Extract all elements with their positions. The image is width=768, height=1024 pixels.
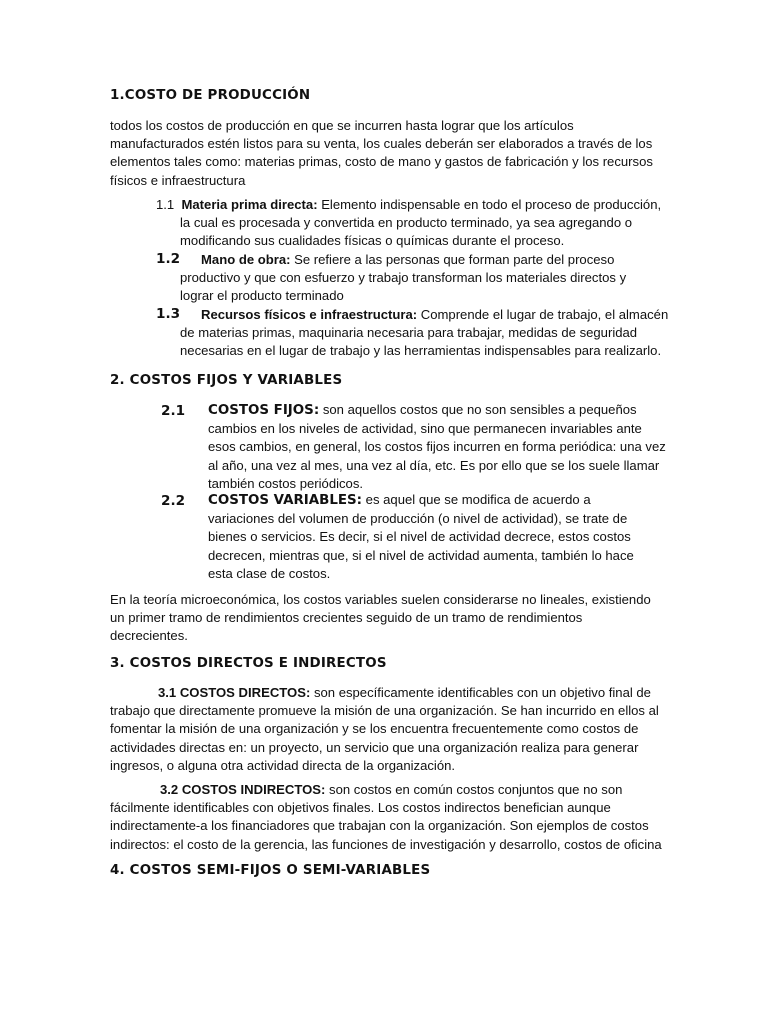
- item-text: Comprende el lugar de trabajo, el almacén: [417, 307, 669, 322]
- paragraph-line: indirectos: el costo de la gerencia, las funciones de investigación y desarrollo, costos de oficina: [110, 836, 662, 852]
- paragraph-line: decrecientes.: [110, 628, 188, 644]
- item-1-3-body: [180, 324, 661, 360]
- paragraph-line: ingresos, o alguna otra actividad directa de la organización.: [110, 757, 456, 773]
- item-text: Elemento indispensable en todo el proceso de producción,: [317, 197, 662, 212]
- section-2-paragraph: [110, 591, 651, 646]
- item-text: Se refiere a las personas que forman parte del proceso: [290, 252, 615, 267]
- item-text: son aquellos costos que no son sensibles a pequeños: [319, 402, 637, 417]
- item-label: Mano de obra:: [201, 252, 291, 267]
- item-line: variaciones del volumen de producción (o nivel de actividad), se trate de: [208, 511, 628, 527]
- item-2-1: [208, 401, 666, 493]
- paragraph-line: indirectamente-a los financiadores que trabajan con la organización. Son ejemplos de costos: [110, 818, 649, 834]
- item-line: modificando sus cualidades físicas o químicas durante el proceso.: [180, 233, 565, 249]
- section-1-heading: 1.COSTO DE PRODUCCIÓN: [110, 88, 311, 103]
- item-line: lograr el producto terminado: [180, 288, 344, 304]
- subsection-label: 3.1 COSTOS DIRECTOS:: [158, 685, 311, 700]
- item-label: COSTOS FIJOS:: [208, 403, 320, 418]
- item-1-1-body: [180, 214, 632, 250]
- paragraph-text: son costos en común costos conjuntos que no son: [325, 782, 623, 797]
- section-3-paragraph-2: [110, 781, 662, 854]
- item-2-2: [208, 491, 634, 583]
- item-line: bienes o servicios. Es decir, si el nivel de actividad decrece, estos costos: [208, 529, 631, 545]
- item-label: Recursos físicos e infraestructura:: [201, 307, 418, 322]
- item-1-3: [201, 306, 668, 324]
- paragraph-line: actividades directas en: un proyecto, un servicio que una organización realiza para generar: [110, 739, 639, 755]
- item-line: esta clase de costos.: [208, 565, 331, 581]
- paragraph-text: son específicamente identificables con un objetivo final de: [310, 685, 651, 700]
- section-3-paragraph-1: [110, 684, 659, 775]
- item-line: al año, una vez al mes, una vez al día, etc. Es por ello que se los suele llamar: [208, 457, 660, 473]
- item-number: 1.1: [156, 197, 175, 212]
- subsection-label: 3.2 COSTOS INDIRECTOS:: [160, 782, 326, 797]
- item-number: 2.2: [161, 493, 186, 509]
- item-number: 2.1: [161, 403, 186, 419]
- paragraph-line: fomentar la misión de una organización y se los encuentra frecuentemente como costos de: [110, 721, 639, 737]
- section-2-heading: 2. COSTOS FIJOS Y VARIABLES: [110, 373, 343, 388]
- item-line: productivo y que con esfuerzo y trabajo transforman los materiales directos y: [180, 270, 627, 285]
- intro-line: elementos tales como: materias primas, costo de mano y gastos de fabricación y los recursos: [110, 154, 653, 170]
- paragraph-line: trabajo que directamente promueve la misión de una organización. Se han incurrido en ellos al: [110, 703, 659, 719]
- section-4-heading: 4. COSTOS SEMI-FIJOS O SEMI-VARIABLES: [110, 863, 431, 878]
- item-label: Materia prima directa:: [181, 197, 318, 212]
- intro-line: físicos e infraestructura: [110, 172, 246, 188]
- intro-line: todos los costos de producción en que se incurren hasta lograr que los artículos: [110, 118, 574, 133]
- item-number: 1.3: [156, 306, 181, 322]
- item-line: de materias primas, maquinaria necesaria para trabajar, medidas de seguridad: [180, 325, 638, 340]
- paragraph-line: un primer tramo de rendimientos crecientes seguido de un tramo de rendimientos: [110, 610, 583, 626]
- item-line: la cual es procesada y convertida en producto terminado, ya sea agregando o: [180, 215, 633, 230]
- item-text: es aquel que se modifica de acuerdo a: [362, 492, 591, 507]
- item-line: cambios en los niveles de actividad, sino que permanecen invariables ante: [208, 421, 642, 437]
- item-1-2-body: [180, 269, 626, 305]
- item-line: necesarias en el lugar de trabajo y las herramientas indispensables para realizarlo.: [180, 343, 662, 359]
- item-line: esos cambios, en general, los costos fijos incurren en forma periódica: una vez: [208, 439, 666, 455]
- item-number: 1.2: [156, 251, 181, 267]
- paragraph-line: fácilmente identificables con objetivos finales. Los costos indirectos benefician aunque: [110, 800, 611, 816]
- section-1-intro: [110, 117, 653, 190]
- item-1-1: [156, 196, 661, 214]
- item-line: también costos periódicos.: [208, 475, 364, 491]
- intro-line: manufacturados estén listos para su venta, los cuales deberán ser elaborados a través de los: [110, 136, 653, 152]
- item-line: decrecen, mientras que, si el nivel de actividad aumenta, también lo hace: [208, 547, 634, 563]
- section-3-heading: 3. COSTOS DIRECTOS E INDIRECTOS: [110, 656, 387, 671]
- item-1-2: [201, 251, 614, 269]
- item-label: COSTOS VARIABLES:: [208, 493, 363, 508]
- paragraph-line: En la teoría microeconómica, los costos variables suelen considerarse no lineales, existiendo: [110, 592, 651, 607]
